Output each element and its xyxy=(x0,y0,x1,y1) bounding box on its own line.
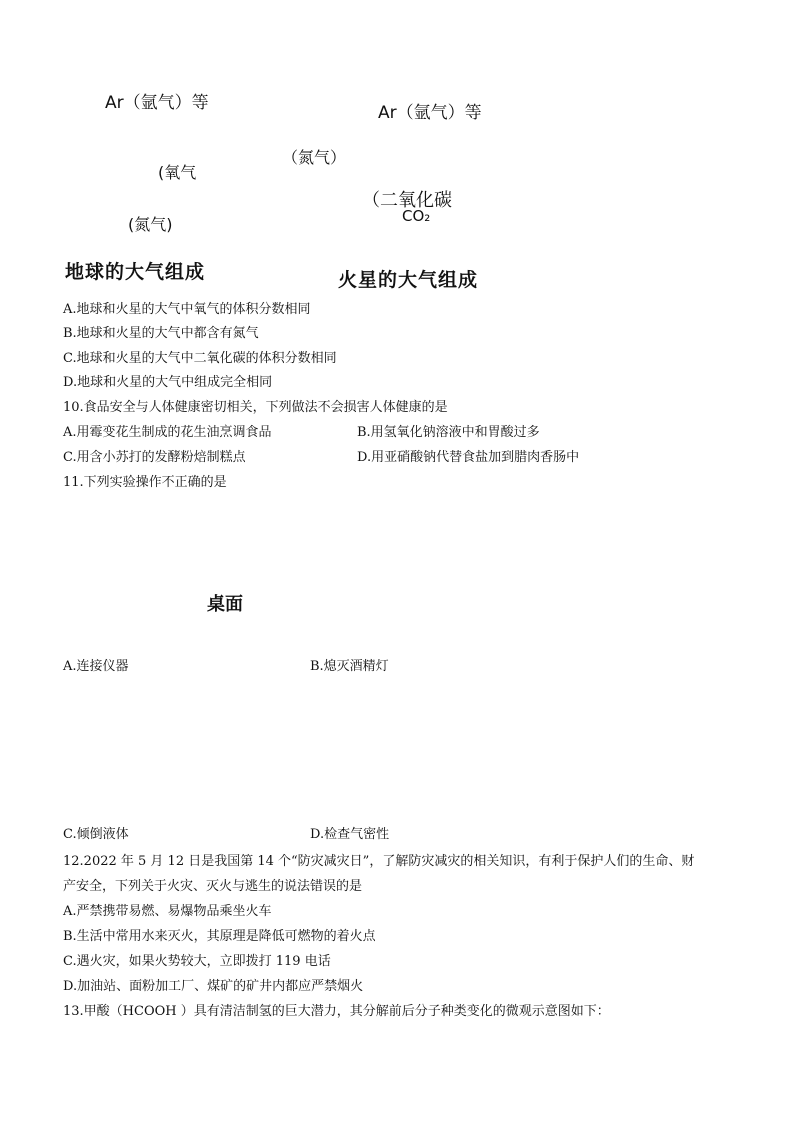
q9-option-b: B.地球和火星的大气中都含有氮气 xyxy=(63,326,259,341)
q11-option-b: B.熄灭酒精灯 xyxy=(310,659,389,674)
table-surface-label: 桌面 xyxy=(207,594,243,615)
q9-option-c: C.地球和火星的大气中二氧化碳的体积分数相同 xyxy=(63,351,337,366)
earth-caption: 地球的大气组成 xyxy=(65,261,206,283)
q10-option-a: A.用霉变花生制成的花生油烹调食品 xyxy=(63,425,272,440)
q11-option-d: D.检查气密性 xyxy=(310,827,390,842)
q12-stem-line2: 产安全，下列关于火灾、灭火与逃生的说法错误的是 xyxy=(63,879,363,894)
q11-stem: 11.下列实验操作不正确的是 xyxy=(63,475,227,490)
mars-label-co2: （二氧化碳 xyxy=(362,190,452,211)
mars-label-argon: Ar（氩气）等 xyxy=(378,103,482,123)
q10-option-c: C.用含小苏打的发酵粉焙制糕点 xyxy=(63,450,246,465)
q10-option-d: D.用亚硝酸钠代替食盐加到腊肉香肠中 xyxy=(357,450,580,465)
q12-option-a: A.严禁携带易燃、易爆物品乘坐火车 xyxy=(63,904,272,919)
mars-caption: 火星的大气组成 xyxy=(338,269,479,291)
q10-option-b: B.用氢氧化钠溶液中和胃酸过多 xyxy=(357,425,540,440)
q9-option-a: A.地球和火星的大气中氧气的体积分数相同 xyxy=(63,302,311,317)
mars-label-nitrogen: （氮气） xyxy=(282,148,347,167)
earth-label-nitrogen: (氮气) xyxy=(128,215,173,234)
mars-label-co2-formula: CO₂ xyxy=(402,207,431,225)
q13-stem: 13.甲酸（HCOOH ）具有清洁制氢的巨大潜力，其分解前后分子种类变化的微观示意图如下： xyxy=(63,1004,610,1019)
q11-option-c: C.倾倒液体 xyxy=(63,827,129,842)
q10-stem: 10.食品安全与人体健康密切相关，下列做法不会损害人体健康的是 xyxy=(63,400,448,415)
q12-option-d: D.加油站、面粉加工厂、煤矿的矿井内都应严禁烟火 xyxy=(63,979,364,994)
q9-option-d: D.地球和火星的大气中组成完全相同 xyxy=(63,375,273,390)
earth-label-oxygen: (氧气 xyxy=(158,163,197,182)
q11-option-a: A.连接仪器 xyxy=(63,659,129,674)
q12-option-b: B.生活中常用水来灭火，其原理是降低可燃物的着火点 xyxy=(63,929,376,944)
q12-option-c: C.遇火灾，如果火势较大，立即拨打 119 电话 xyxy=(63,954,331,969)
earth-label-argon: Ar（氩气）等 xyxy=(105,93,209,113)
q12-stem-line1: 12.2022 年 5 月 12 日是我国第 14 个“防灾减灾日”，了解防灾减灾的相关知识，有利于保护人们的生命、财 xyxy=(63,854,695,869)
